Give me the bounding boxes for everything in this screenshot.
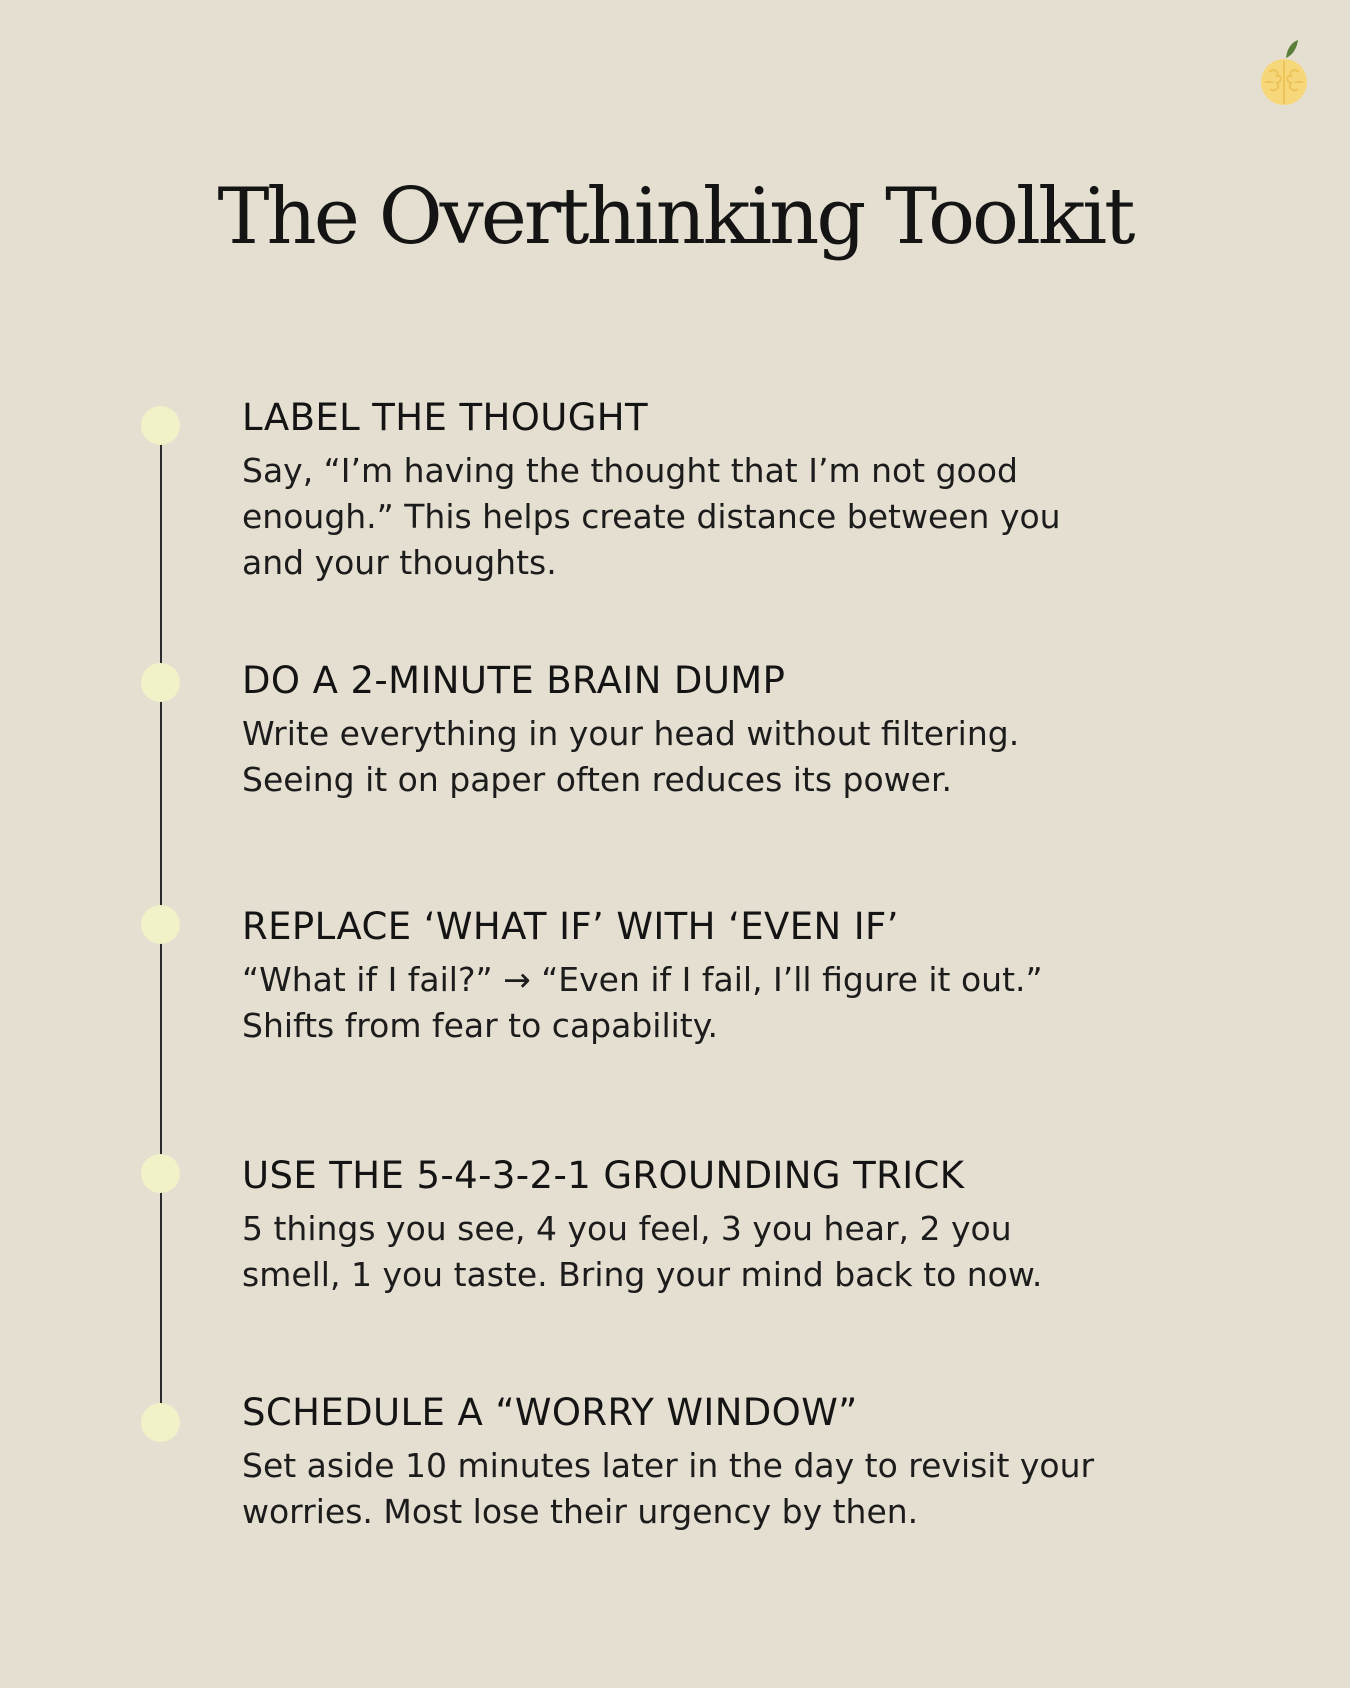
item-heading: LABEL THE THOUGHT	[242, 396, 648, 439]
item-heading: SCHEDULE A “WORRY WINDOW”	[242, 1391, 858, 1434]
timeline-dot	[141, 663, 180, 702]
item-heading: DO A 2-MINUTE BRAIN DUMP	[242, 659, 786, 702]
lemon-brain-logo-icon	[1255, 38, 1315, 108]
timeline-dot	[141, 1154, 180, 1193]
toolkit-item-brain-dump	[242, 659, 1242, 803]
item-text: Write everything in your head without filtering. Seeing it on paper often reduces its power.	[242, 714, 1020, 800]
page-title: The Overthinking Toolkit	[217, 172, 1133, 262]
item-heading: REPLACE ‘WHAT IF’ WITH ‘EVEN IF’	[242, 905, 899, 948]
item-heading: USE THE 5-4-3-2-1 GROUNDING TRICK	[242, 1154, 965, 1197]
item-text: 5 things you see, 4 you feel, 3 you hear, 2 you smell, 1 you taste. Bring your mind back to now.	[242, 1209, 1043, 1295]
toolkit-item-grounding	[242, 1154, 1242, 1298]
timeline-dot	[141, 406, 180, 445]
item-text: Set aside 10 minutes later in the day to revisit your worries. Most lose their urgency by then.	[242, 1446, 1095, 1532]
item-text: Say, “I’m having the thought that I’m not good enough.” This helps create distance between you and your thoughts.	[242, 451, 1061, 583]
timeline-dot	[141, 1403, 180, 1442]
toolkit-item-even-if	[242, 905, 1242, 1049]
toolkit-item-label-thought	[242, 396, 1242, 586]
item-text: “What if I fail?” → “Even if I fail, I’ll figure it out.” Shifts from fear to capability.	[242, 960, 1043, 1046]
timeline-dot	[141, 905, 180, 944]
toolkit-item-worry-window	[242, 1391, 1242, 1535]
